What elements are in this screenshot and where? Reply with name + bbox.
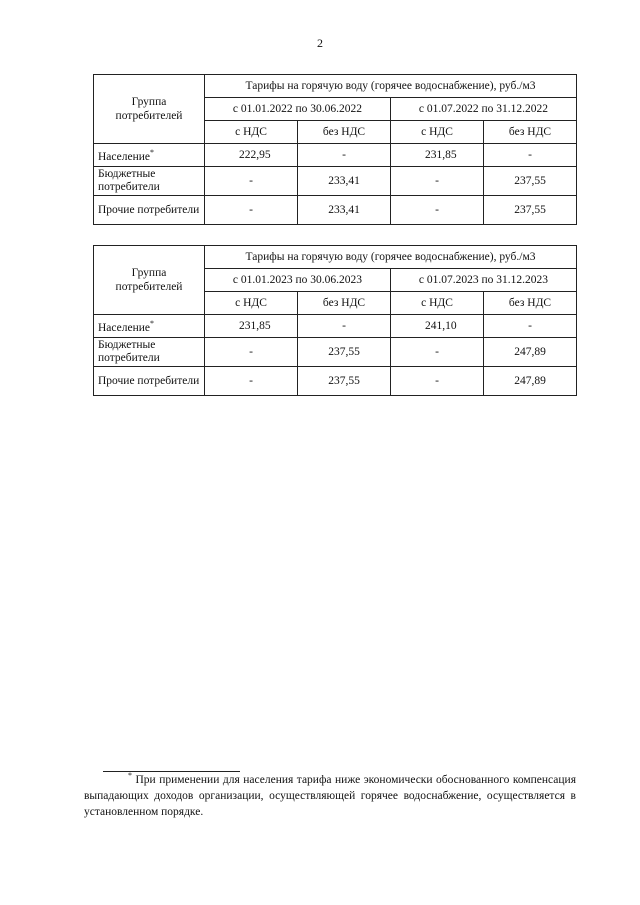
cell: - [391, 167, 484, 196]
vat-subheader: с НДС [205, 292, 298, 315]
footnote [84, 768, 576, 820]
cell: 237,55 [484, 167, 577, 196]
vat-subheader: без НДС [298, 292, 391, 315]
cell: - [298, 315, 391, 338]
table-row [94, 196, 577, 225]
tariff-table-2023 [93, 245, 577, 396]
cell: 241,10 [391, 315, 484, 338]
row-label: Население* [94, 315, 205, 338]
cell: 247,89 [484, 338, 577, 367]
page-number: 2 [317, 36, 323, 50]
table-row [94, 167, 577, 196]
row-label: Прочие потребители [94, 196, 205, 225]
cell: 247,89 [484, 367, 577, 396]
cell: - [205, 338, 298, 367]
cell: - [391, 196, 484, 225]
table-row [94, 144, 577, 167]
group-header: Группа потребителей [94, 246, 205, 315]
cell: - [205, 367, 298, 396]
cell: 233,41 [298, 167, 391, 196]
period-header: с 01.07.2023 по 31.12.2023 [391, 269, 577, 292]
table-row [94, 338, 577, 367]
cell: 237,55 [298, 367, 391, 396]
period-header: с 01.01.2023 по 30.06.2023 [205, 269, 391, 292]
cell: 237,55 [484, 196, 577, 225]
table-row [94, 315, 577, 338]
cell: - [205, 196, 298, 225]
row-label: Бюджетные потребители [94, 338, 205, 367]
row-label: Бюджетные потребители [94, 167, 205, 196]
cell: - [484, 144, 577, 167]
cell: - [391, 367, 484, 396]
row-label: Население* [94, 144, 205, 167]
footnote-mark: * [128, 771, 132, 780]
cell: 231,85 [205, 315, 298, 338]
period-header: с 01.07.2022 по 31.12.2022 [391, 98, 577, 121]
vat-subheader: без НДС [484, 292, 577, 315]
table-row [94, 367, 577, 396]
vat-subheader: без НДС [484, 121, 577, 144]
row-label: Прочие потребители [94, 367, 205, 396]
table-title: Тарифы на горячую воду (горячее водоснабжение), руб./м3 [205, 75, 577, 98]
cell: 231,85 [391, 144, 484, 167]
cell: - [298, 144, 391, 167]
cell: - [205, 167, 298, 196]
table-title: Тарифы на горячую воду (горячее водоснабжение), руб./м3 [205, 246, 577, 269]
cell: 233,41 [298, 196, 391, 225]
tariff-table-2022 [93, 74, 577, 225]
period-header: с 01.01.2022 по 30.06.2022 [205, 98, 391, 121]
vat-subheader: с НДС [391, 121, 484, 144]
vat-subheader: с НДС [391, 292, 484, 315]
cell: 237,55 [298, 338, 391, 367]
vat-subheader: с НДС [205, 121, 298, 144]
vat-subheader: без НДС [298, 121, 391, 144]
footnote-text: При применении для населения тарифа ниже экономически обоснованного компенсация выпадающих доходов организации, осуществляющей горячее водоснабжение, осуществляется в установленном порядке. [84, 774, 576, 818]
cell: - [391, 338, 484, 367]
group-header: Группа потребителей [94, 75, 205, 144]
cell: 222,95 [205, 144, 298, 167]
cell: - [484, 315, 577, 338]
